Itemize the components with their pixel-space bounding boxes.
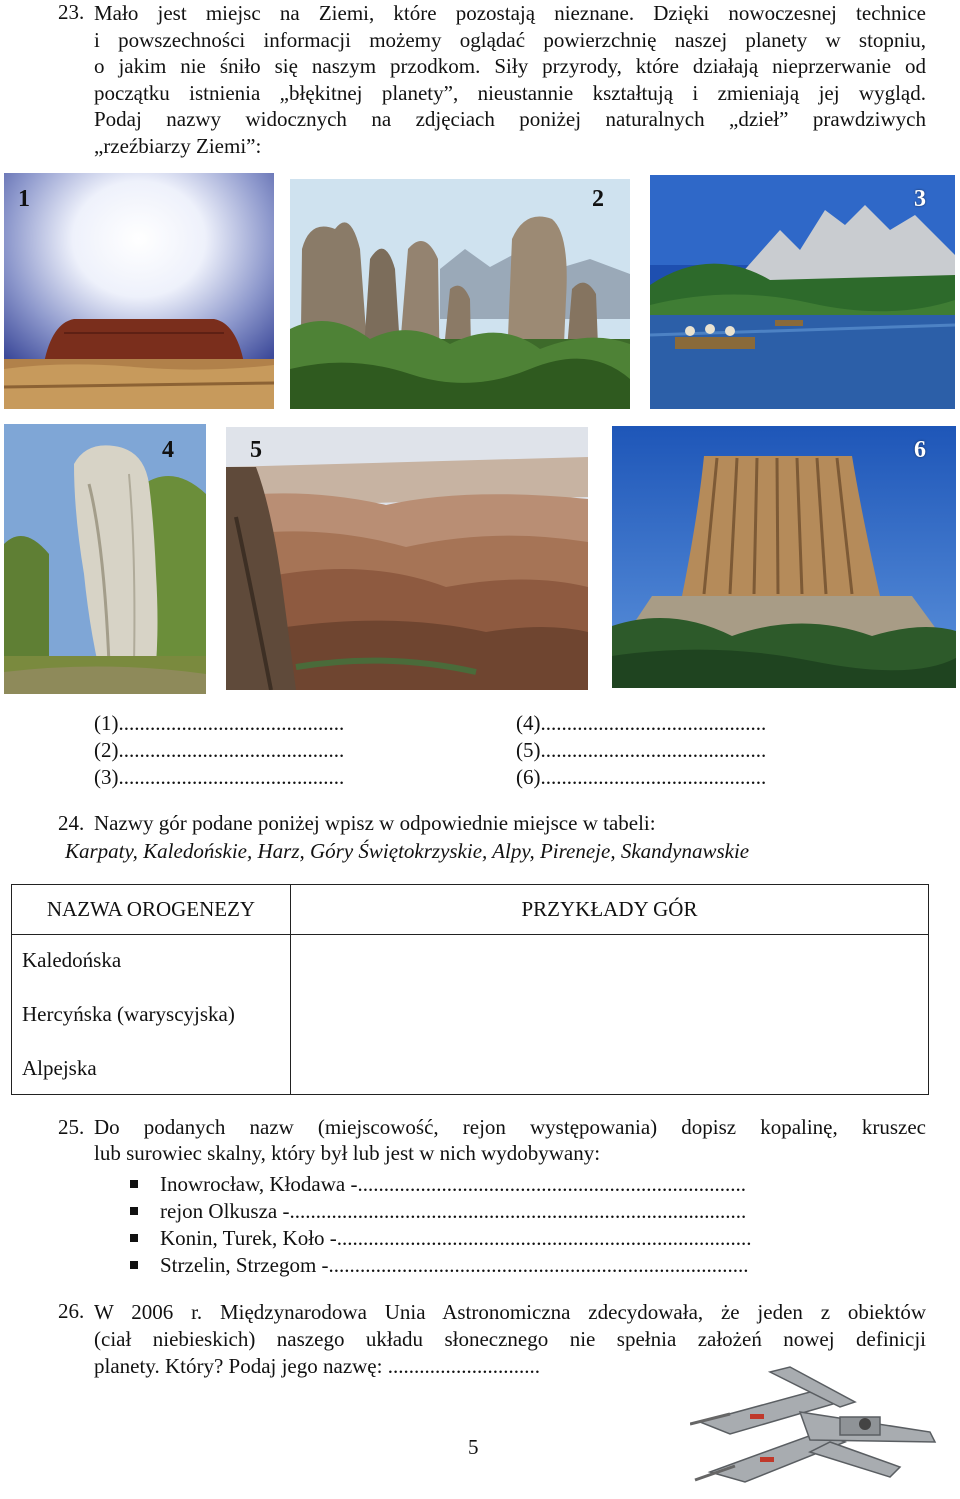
bullet-square-icon xyxy=(130,1207,138,1215)
answer-line-6: (6)........................................... xyxy=(516,765,767,789)
q23-number: 23. xyxy=(58,0,85,24)
q26-line-1: W 2006 r. Międzynarodowa Unia Astronomiczna zdecydowała, że jeden z obiektów xyxy=(94,1300,926,1324)
photo-label-1: 1 xyxy=(18,186,30,212)
answer-line-4: (4)........................................... xyxy=(516,711,767,735)
q23-line-4: początku istnienia „błękitnej planety”, nieustannie kształtują i zmieniają jej wygląd. xyxy=(94,80,926,105)
q23-line-3: o jakim nie śniło się naszym przodkom. Siły przyrody, które działają nieprzerwanie od xyxy=(94,54,926,79)
xwing-starfighter-illustration xyxy=(690,1362,942,1492)
photo-label-3: 3 xyxy=(914,186,926,212)
page-number: 5 xyxy=(468,1435,479,1459)
q25-item-4-text: Strzelin, Strzegom -................................................................................ xyxy=(160,1253,749,1277)
answer-line-1: (1)........................................... xyxy=(94,711,345,735)
q26-line-3: planety. Który? Podaj jego nazwę: ............................. xyxy=(94,1354,540,1378)
q23-line-2: i powszechności informacji możemy oglądać powierzchnię naszej planety w stopniu, xyxy=(94,27,926,52)
q24-prompt: Nazwy gór podane poniżej wpisz w odpowiednie miejsce w tabeli: xyxy=(94,811,656,835)
table-cell-hercynska-answer[interactable] xyxy=(291,987,929,1043)
photo-label-5: 5 xyxy=(250,437,262,463)
maczuga-herkulesa-photo xyxy=(4,424,206,694)
photo-label-2: 2 xyxy=(592,186,604,212)
uluru-photo xyxy=(4,173,274,409)
table-row-alpejska: Alpejska xyxy=(12,1043,291,1095)
q25-item-3-text: Konin, Turek, Koło -............................................................................... xyxy=(160,1226,752,1250)
table-header-orogeny: NAZWA OROGENEZY xyxy=(12,885,291,935)
photo-label-4: 4 xyxy=(162,437,174,463)
photo-label-6: 6 xyxy=(914,437,926,463)
q24-number: 24. xyxy=(58,811,85,835)
bullet-square-icon xyxy=(130,1261,138,1269)
table-cell-kaledonska-answer[interactable] xyxy=(291,935,929,987)
q26-line-2: (ciał niebieskich) naszego układu słonecznego nie spełnia założeń nowej definicji xyxy=(94,1327,926,1351)
q23-line-5: Podaj nazwy widocznych na zdjęciach poniżej naturalnych „dzieł” prawdziwych xyxy=(94,107,926,132)
grand-canyon-photo xyxy=(226,427,588,690)
q26-number: 26. xyxy=(58,1299,85,1323)
answer-line-5: (5)........................................... xyxy=(516,738,767,762)
q23-line-1: Mało jest miejsc na Ziemi, które pozostają nieznane. Dzięki nowoczesnej technice xyxy=(94,1,926,25)
bullet-square-icon xyxy=(130,1180,138,1188)
devils-tower-photo xyxy=(612,426,956,688)
q25-number: 25. xyxy=(58,1115,85,1139)
table-header-examples: PRZYKŁADY GÓR xyxy=(291,885,929,935)
q24-mountain-list: Karpaty, Kaledońskie, Harz, Góry Świętokrzyskie, Alpy, Pireneje, Skandynawskie xyxy=(65,839,750,863)
q25-item-1 xyxy=(130,1172,746,1197)
q25-item-1-text: Inowrocław, Kłodawa -.......................................................................... xyxy=(160,1172,746,1196)
q25-item-2-text: rejon Olkusza -....................................................................................... xyxy=(160,1199,747,1223)
meteora-rocks-photo xyxy=(290,179,630,409)
answer-line-3: (3)........................................... xyxy=(94,765,345,789)
answer-line-2: (2)........................................... xyxy=(94,738,345,762)
table-cell-alpejska-answer[interactable] xyxy=(291,1043,929,1095)
q25-item-2 xyxy=(130,1199,746,1224)
table-row-kaledonska: Kaledońska xyxy=(12,935,291,987)
q23-text xyxy=(94,0,926,160)
q25-item-3 xyxy=(130,1226,752,1251)
orogeny-table xyxy=(11,884,929,1095)
q23-line-6: „rzeźbiarzy Ziemi”: xyxy=(94,133,262,158)
pieniny-dunajec-rafting-photo xyxy=(650,175,955,409)
q25-line-1: Do podanych nazw (miejscowość, rejon występowania) dopisz kopalinę, kruszec xyxy=(94,1115,926,1139)
q25-item-4 xyxy=(130,1253,749,1278)
bullet-square-icon xyxy=(130,1234,138,1242)
table-row-hercynska: Hercyńska (waryscyjska) xyxy=(12,987,291,1043)
q25-text xyxy=(94,1115,926,1166)
q25-line-2: lub surowiec skalny, który był lub jest w nich wydobywany: xyxy=(94,1141,601,1165)
